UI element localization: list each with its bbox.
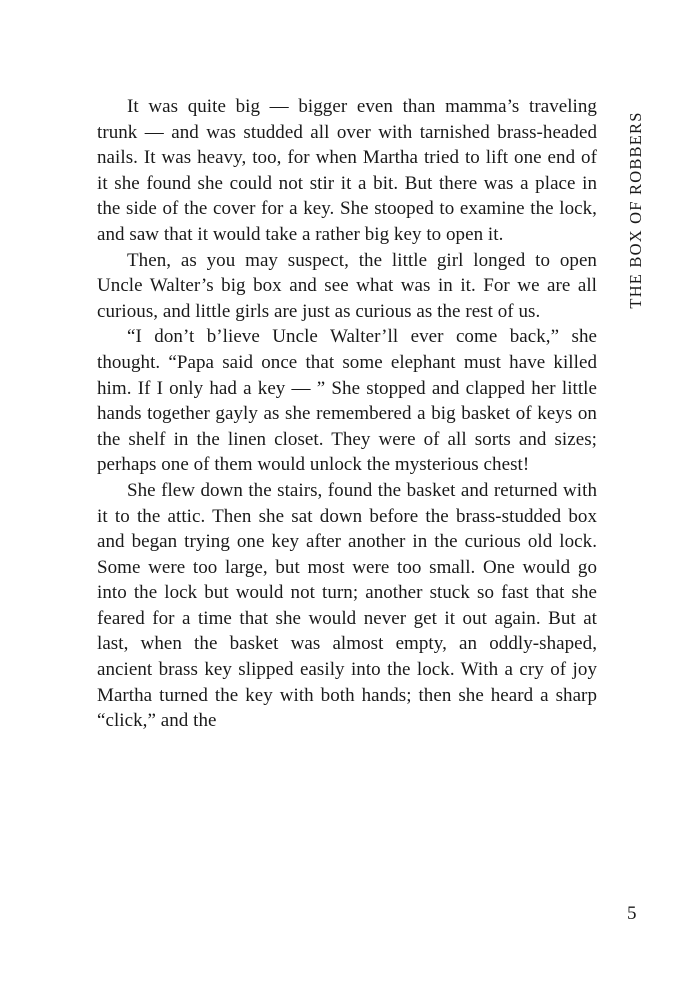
paragraph: Then, as you may suspect, the little girl longed to open Uncle Walter’s big box and see what was in it. For we are all curious, and little girls are just as curious as the rest of us.	[97, 249, 597, 322]
paragraph: She flew down the stairs, found the basket and returned with it to the attic. Then she sat down before the brass-studded box and began trying one key after another in the curious old lock. Some were too large, but most were too small. One would go into the lock but would not turn; another stuck so fast that she feared for a time that she would never get it out again. But at last, when the basket was almost empty, an oddly-shaped, ancient brass key slipped easily into the lock. With a cry of joy Martha turned the key with both hands; then she heard a sharp “click,” and the	[97, 479, 597, 732]
page-number: 5	[627, 903, 637, 924]
paragraph: “I don’t b’lieve Uncle Walter’ll ever come back,” she thought. “Papa said once that some elephant must have killed him. If I only had a key — ” She stopped and clapped her little hands together gayly as she remembered a big basket of keys on the shelf in the linen closet. They were of all sorts and sizes; perhaps one of them would unlock the mysterious chest!	[97, 326, 597, 476]
paragraph: It was quite big — bigger even than mamma’s traveling trunk — and was studded all over with tarnished brass-headed nails. It was heavy, too, for when Martha tried to lift one end of it she found she could not stir it a bit. But there was a place in the side of the cover for a key. She stooped to examine the lock, and saw that it would take a rather big key to open it.	[97, 96, 597, 245]
running-head: THE BOX OF ROBBERS	[626, 111, 645, 309]
body-text	[97, 94, 597, 734]
